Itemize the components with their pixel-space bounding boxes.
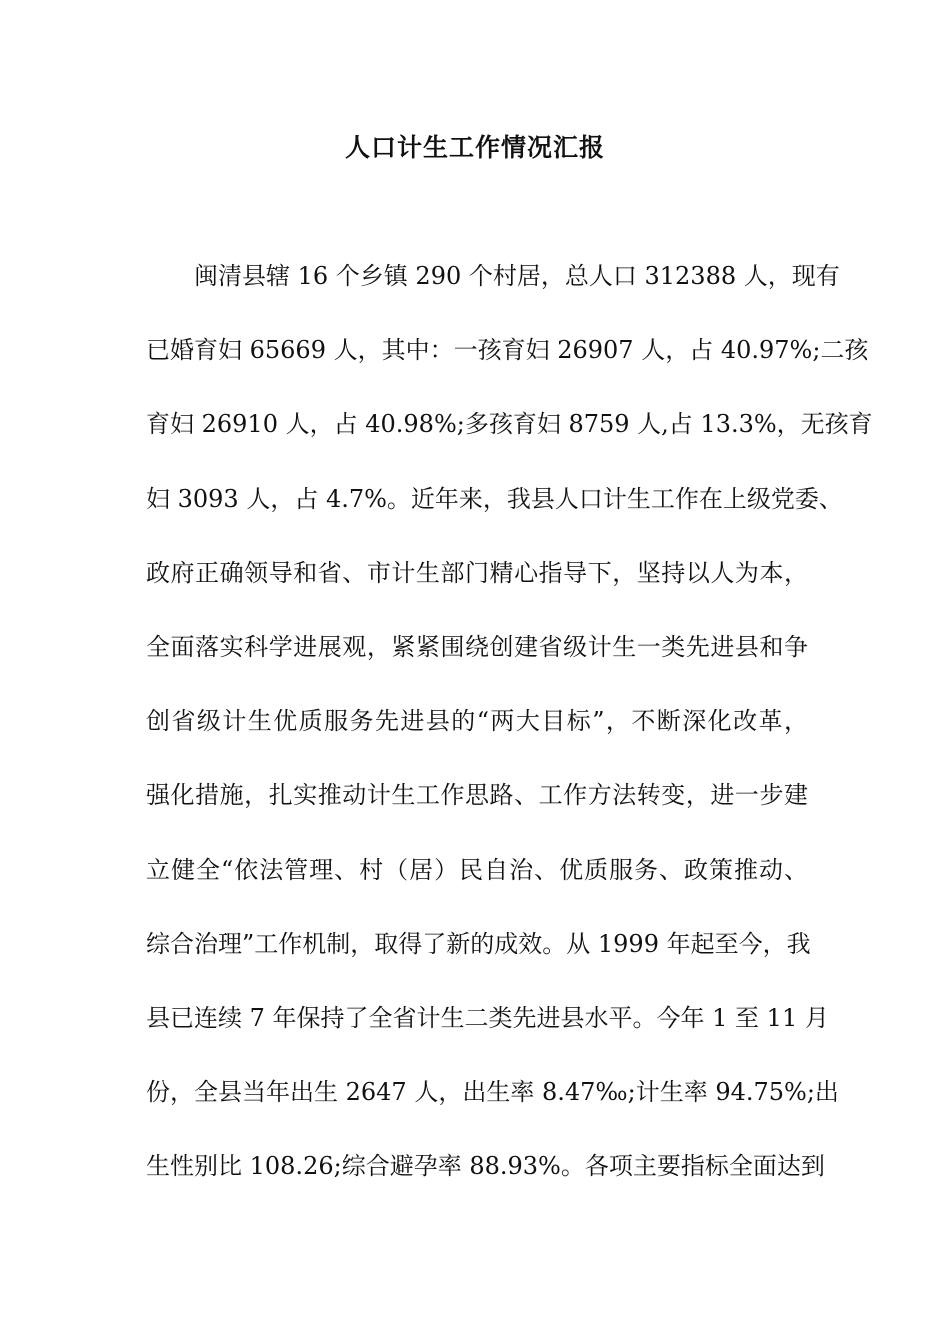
- body-line: 育妇 26910 人，占 40.98%;多孩育妇 8759 人,占 13.3%，无孩育: [146, 410, 873, 439]
- body-line: 县已连续 7 年保持了全省计生二类先进县水平。今年 1 至 11 月: [146, 1003, 829, 1032]
- document-title: 人口计生工作情况汇报: [344, 133, 605, 162]
- body-line: 已婚育妇 65669 人，其中：一孩育妇 26907 人，占 40.97%;二孩: [146, 336, 869, 365]
- body-line: 立健全“依法管理、村（居）民自治、优质服务、政策推动、: [146, 855, 808, 884]
- body-line: 全面落实科学进展观，紧紧围绕创建省级计生一类先进县和争: [146, 632, 808, 661]
- body-line: 创省级计生优质服务先进县的“两大目标”，不断深化改革，: [146, 707, 808, 736]
- body-line: 强化措施，扎实推动计生工作思路、工作方法转变，进一步建: [146, 781, 808, 810]
- body-line: 生性别比 108.26;综合避孕率 88.93%。各项主要指标全面达到: [146, 1152, 825, 1181]
- body-line: 份，全县当年出生 2647 人，出生率 8.47‰;计生率 94.75%;出: [146, 1078, 839, 1107]
- body-line: 妇 3093 人，占 4.7%。近年来，我县人口计生工作在上级党委、: [146, 484, 843, 513]
- body-line: 综合治理”工作机制，取得了新的成效。从 1999 年起至今，我: [146, 929, 811, 958]
- body-line: 政府正确领导和省、市计生部门精心指导下，坚持以人为本，: [146, 558, 808, 587]
- document-body: [146, 254, 873, 1218]
- body-line: 闽清县辖 16 个乡镇 290 个村居，总人口 312388 人，现有: [194, 262, 840, 290]
